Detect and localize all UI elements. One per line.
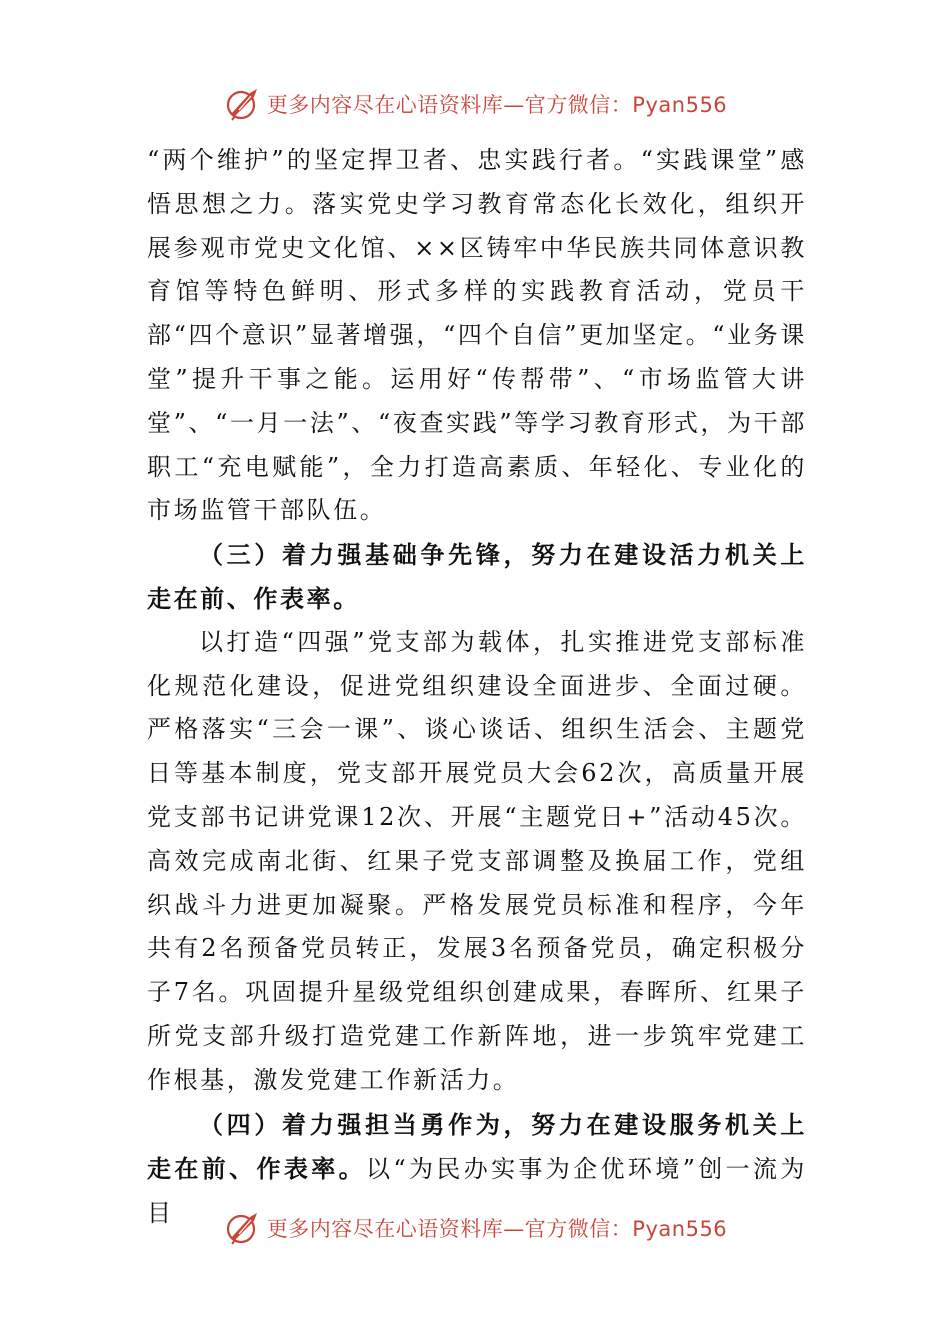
document-body [147,139,807,1236]
footer-banner [0,1208,950,1248]
section-heading: （三）着力强基础争先锋，努力在建设活力机关上走在前、作表率。 [147,540,807,613]
quill-pen-circle-icon [223,84,263,124]
header-banner-text: 更多内容尽在心语资料库—官方微信：Pyan556 [266,93,728,117]
footer-banner-text: 更多内容尽在心语资料库—官方微信：Pyan556 [266,1217,728,1241]
quill-pen-circle-icon [223,1208,263,1248]
body-paragraph: 以打造“四强”党支部为载体，扎实推进党支部标准化规范化建设，促进党组织建设全面进步、全面过硬。严格落实“三会一课”、谈心谈话、组织生活会、主题党日等基本制度，党支部开展党员大会62次，高质量开展党支部书记讲党课12次、开展“主题党日+”活动45次。高效完成南北街、红果子党支部调整及换届工作，党组织战斗力进更加凝聚。严格发展党员标准和程序，今年共有2名预备党员转正，发展3名预备党员，确定积极分子7名。巩固提升星级党组织创建成果，春晖所、红果子所党支部升级打造党建工作新阵地，进一步筑牢党建工作根基，激发党建工作新活力。 [147,627,807,1094]
section-text: 以“为民办实事为企优环境”创一流为目 [147,1155,807,1228]
body-paragraph: “两个维护”的坚定捍卫者、忠实践行者。“实践课堂”感悟思想之力。落实党史学习教育常态化长效化，组织开展参观市党史文化馆、××区铸牢中华民族共同体意识教育馆等特色鲜明、形式多样的实践教育活动，党员干部“四个意识”显著增强，“四个自信”更加坚定。“业务课堂”提升干事之能。运用好“传帮带”、“市场监管大讲堂”、“一月一法”、“夜查实践”等学习教育形式，为干部职工“充电赋能”，全力打造高素质、年轻化、专业化的市场监管干部队伍。 [147,146,807,525]
header-banner [0,84,950,124]
section-heading: （四）着力强担当勇作为，努力在建设服务机关上走在前、作表率。 [147,1109,807,1184]
